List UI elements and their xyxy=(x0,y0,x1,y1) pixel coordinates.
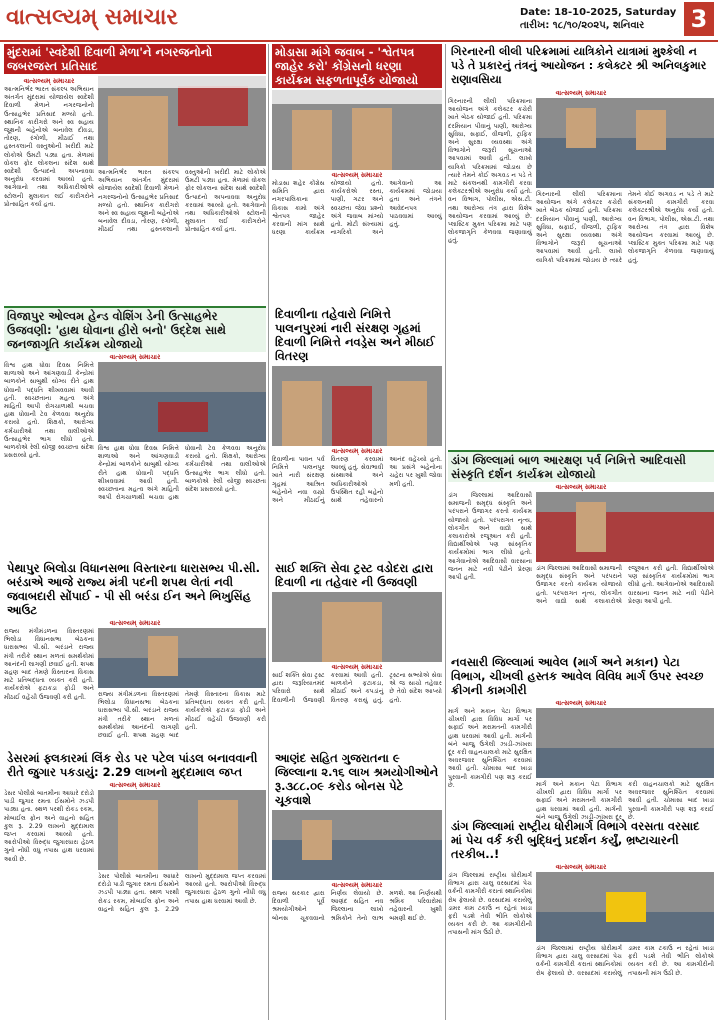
article-byline: વાત્સલ્યમ્ સમાચાર xyxy=(555,89,607,97)
article-body-continued: વિશ્વ હાથ ધોવા દિવસ નિમિત્તે શાળાઓ અને આંગણવાડી કેન્દ્રોમાં બાળકોને સાબુથી યોગ્ય રીતે હાથ ધોવાની પદ્ધતિ શીખવવામાં આવી હતી. સ્વચ્છતાના મહત્વ અંગે માહિતી આપી રોગચાળાથી બચવા હાથ ધોવાની ટેવ કેળવવા અનુરોધ કરાયો હતો. શિક્ષકો, આરોગ્ય કર્મચારીઓ તથા વાલીઓએ ઉત્સાહભેર ભાગ લીધો હતો. બાળકોએ રેલી યોજી સ્વચ્છતા સંદેશ પ્રસરાવ્યો હતો. xyxy=(98,445,266,502)
article-photo xyxy=(98,628,266,688)
article-body: ગિરનારની લીલી પરિક્રમાના આયોજન અંગે કલેક્ટર કચેરી ખાતે બેઠક યોજાઈ હતી. પરિક્રમા દરમિયાન પીવાનું પાણી, આરોગ્ય સુવિધા, સફાઈ, વીજળી, ટ્રાફિક અને સુરક્ષા વ્યવસ્થા અંગે વિભાગોને જરૂરી સૂચનાઓ આપવામાં આવી હતી. લાખો યાત્રિકો પરિક્રમામાં જોડાય છે ત્યારે તેમને કોઈ અગવડ ન પડે તે માટે સંકલનથી કામગીરી કરવા કલેક્ટરશ્રીએ અનુરોધ કર્યો હતો. વન વિભાગ, પોલીસ, એસ.ટી. તથા આરોગ્ય તંત્ર દ્વારા વિશેષ આયોજન કરવામાં આવ્યું છે. પ્લાસ્ટિક મુક્ત પરિક્રમા માટે પણ લોકજાગૃતિ કેળવવા જણાવાયું હતું. xyxy=(448,98,532,245)
article-anand-bonus xyxy=(272,750,442,1020)
issue-date xyxy=(520,6,676,32)
article-headline: પેથાપુર બિલોડા વિધાનસભા વિસ્તારના ધારાસભ્ય પી.સી. બરંડાએ આજે રાજ્ય મંત્રી પદની શપથ લેતાં નવી જવાબદારી સોંપાઈ - પી સી બરંડા ઈન અને ભિખુસિંહ આઉટ xyxy=(7,561,261,617)
article-modasa xyxy=(272,44,442,302)
article-headline: સાઈ શક્તિ સેવા ટ્રસ્ટ વડોદરા દ્વારા દિવાળી ના તહેવાર ની ઉજવણી xyxy=(275,561,434,589)
article-byline: વાત્સલ્યમ્ સમાચાર xyxy=(331,663,383,671)
article-byline: વાત્સલ્યમ્ સમાચાર xyxy=(109,619,161,627)
article-photo xyxy=(536,708,714,778)
article-body-continued: ડાંગ જિલ્લામાં આદિવાસી સમાજની સમૃદ્ધ સંસ્કૃતિ અને પરંપરાને ઉજાગર કરતો કાર્યક્રમ યોજાયો હતો. પરંપરાગત નૃત્ય, લોકગીત અને વાદ્યો સાથે કલાકારોએ રજૂઆત કરી હતી. વિદ્યાર્થીઓએ પણ સાંસ્કૃતિક કાર્યક્રમોમાં ભાગ લીધો હતો. આગેવાનોએ આદિવાસી વારસાના જતન માટે નવી પેઢીને પ્રેરણા આપી હતી. xyxy=(536,565,714,605)
article-photo xyxy=(272,810,442,880)
article-body-continued: ડેસર પોલીસે બાતમીના આધારે દરોડો પાડી જુગાર રમતા ઈસમોને ઝડપી પાડ્યા હતા. સ્થળ પરથી રોકડ રકમ, મોબાઈલ ફોન અને વાહનો સહિત કુલ રૂ. 2.29 લાખનો મુદ્દામાલ જપ્ત કરવામાં આવ્યો હતો. આરોપીઓ વિરુદ્ધ જુગારધારા હેઠળ ગુનો નોંધી વધુ તપાસ હાથ ધરવામાં આવી છે. xyxy=(98,873,266,913)
article-mundra xyxy=(4,44,266,302)
article-byline: વાત્સલ્યમ્ સમાચાર xyxy=(331,447,383,455)
article-byline: વાત્સલ્યમ્ સમાચાર xyxy=(331,171,383,179)
article-photo xyxy=(536,872,714,942)
article-navsari xyxy=(448,654,714,821)
article-palanpur xyxy=(272,306,442,556)
article-dang-highway xyxy=(448,818,714,1020)
page-number: 3 xyxy=(684,2,714,36)
article-headline: ગિરનારની લીલી પરિક્રમામાં યાત્રિકોને યાત્રામાં મુશ્કેલી ન પડે તે પ્રકારનું તંત્રનું આયોજન : કલેક્ટર શ્રી અનિલકુમાર રાણાવસિયા xyxy=(451,45,707,86)
article-sai-shakti xyxy=(272,560,442,746)
article-byline: વાત્સલ્યમ્ સમાચાર xyxy=(109,353,161,361)
article-photo xyxy=(98,76,266,166)
article-headline: ડાંગ જિલ્લામાં બાળ આરક્ષણ પર્વ નિમિત્તે આદિવાસી સંસ્કૃતિ દર્શન કાર્યક્રમ યોજાયો xyxy=(448,450,714,482)
issue-date-english: Date: 18-10-2025, Saturday xyxy=(520,7,677,18)
article-dang-culture xyxy=(448,450,714,650)
article-photo xyxy=(536,492,714,562)
article-body: દિવાળીના પાવન પર્વ નિમિત્તે પાલનપુર ખાતે નારી સંરક્ષણ ગૃહમાં આશ્રિત બહેનોને નવા વસ્ત્રો અને મીઠાઈનું વિતરણ કરવામાં આવ્યું હતું. સેવાભાવી સંસ્થાઓ અને અધિકારીઓએ ઉપસ્થિત રહી બહેનો સાથે તહેવારનો આનંદ વહેંચ્યો હતો. આ પ્રસંગે બહેનોના ચહેરા પર ખુશી જોવા મળી હતી. xyxy=(272,456,442,505)
article-byline: વાત્સલ્યમ્ સમાચાર xyxy=(109,781,161,789)
article-body-continued: ગિરનારની લીલી પરિક્રમાના આયોજન અંગે કલેક્ટર કચેરી ખાતે બેઠક યોજાઈ હતી. પરિક્રમા દરમિયાન પીવાનું પાણી, આરોગ્ય સુવિધા, સફાઈ, વીજળી, ટ્રાફિક અને સુરક્ષા વ્યવસ્થા અંગે વિભાગોને જરૂરી સૂચનાઓ આપવામાં આવી હતી. લાખો યાત્રિકો પરિક્રમામાં જોડાય છે ત્યારે તેમને કોઈ અગવડ ન પડે તે માટે સંકલનથી કામગીરી કરવા કલેક્ટરશ્રીએ અનુરોધ કર્યો હતો. વન વિભાગ, પોલીસ, એસ.ટી. તથા આરોગ્ય તંત્ર દ્વારા વિશેષ આયોજન કરવામાં આવ્યું છે. પ્લાસ્ટિક મુક્ત પરિક્રમા માટે પણ લોકજાગૃતિ કેળવવા જણાવાયું હતું. xyxy=(536,191,714,264)
article-byline: વાત્સલ્યમ્ સમાચાર xyxy=(23,77,75,85)
article-headline: દિવાળીના તહેવારો નિમિત્તે પાલનપુરમાં નારી સંરક્ષણ ગૃહમાં દિવાળી નિમિત્તે નવડ્રેસ અને મીઠાઈ વિતરણ xyxy=(275,307,435,363)
article-photo xyxy=(98,790,266,870)
article-byline: વાત્સલ્યમ્ સમાચાર xyxy=(555,483,607,491)
newspaper-title: વાત્સલ્યમ્ સમાચાર xyxy=(6,4,178,30)
article-byline: વાત્સલ્યમ્ સમાચાર xyxy=(555,699,607,707)
article-body: સાઈ શક્તિ સેવા ટ્રસ્ટ દ્વારા જરૂરિયાતમંદ પરિવારો સાથે દિવાળીની ઉજવણી કરવામાં આવી હતી. બાળકોને ફટાકડા, મીઠાઈ અને કપડાંનું વિતરણ કરાયું હતું. ટ્રસ્ટના સભ્યોએ સેવા એ જ સાચો તહેવાર છે તેવો સંદેશ આપ્યો હતો. xyxy=(272,672,442,704)
article-headline: વિજાપુર ઓલ્વમ હેન્ડ વોશિંગ ડેની ઉત્સાહભેર ઉજવણી: 'હાથ ધોવાના હીરો બનો' ઉદ્દેશ સાથે જનજાગૃતિ કાર્યક્રમ યોજાયો xyxy=(4,306,266,352)
article-body-continued: ડાંગ જિલ્લામાં રાષ્ટ્રીય ધોરીમાર્ગ વિભાગ દ્વારા ચાલુ વરસાદમાં પેચ વર્કની કામગીરી કરાતાં સ્થાનિકોમાં રોષ ફેલાયો છે. વરસાદમાં કરાયેલું ડામર કામ ટકાઉ ન રહેતાં ખાડા ફરી પડશે તેવી ભીતિ લોકોએ વ્યક્ત કરી છે. આ કામગીરીની તપાસની માંગ ઉઠી છે. xyxy=(536,945,714,977)
article-byline: વાત્સલ્યમ્ સમાચાર xyxy=(555,863,607,871)
article-body: મોડાસા શહેર કોંગ્રેસ સમિતિ દ્વારા નગરપાલિકાના વિકાસ કામો અંગે શ્વેતપત્ર જાહેર કરવાની માંગ સાથે ધરણા કાર્યક્રમ યોજાયો હતો. કાર્યકરોએ રસ્તા, પાણી, ગટર અને સ્વચ્છતા જેવા પ્રશ્નો અંગે જવાબ માંગ્યો હતો. મોટી સંખ્યામાં નાગરિકો અને આગેવાનો આ કાર્યક્રમમાં જોડાયા હતા અને તંત્રને આવેદનપત્ર પાઠવવામાં આવ્યું હતું. xyxy=(272,180,442,237)
article-headline: મુંદરામાં 'સ્વદેશી દિવાળી મેળા'ને નગરજનોનો જબરજસ્ત પ્રતિસાદ xyxy=(4,44,266,74)
masthead xyxy=(0,0,718,42)
article-body: માર્ગ અને મકાન પેટા વિભાગ ચીખલી દ્વારા વિવિધ માર્ગો પર સફાઈ અને મરામતની કામગીરી હાથ ધરવામાં આવી હતી. માર્ગની બંને બાજુ ઉગેલી ઝાડી-ઝાંખરા દૂર કરી વાહનચાલકો માટે સુરક્ષિત અવરજવર સુનિશ્ચિત કરવામાં આવી હતી. ચોમાસા બાદ ખાડા પુરવાની કામગીરી પણ શરૂ કરાઈ છે. xyxy=(448,708,532,789)
article-byline: વાત્સલ્યમ્ સમાચાર xyxy=(331,881,383,889)
article-body-continued: માર્ગ અને મકાન પેટા વિભાગ ચીખલી દ્વારા વિવિધ માર્ગો પર સફાઈ અને મરામતની કામગીરી હાથ ધરવામાં આવી હતી. માર્ગની બંને બાજુ ઉગેલી ઝાડી-ઝાંખરા દૂર કરી વાહનચાલકો માટે સુરક્ષિત અવરજવર સુનિશ્ચિત કરવામાં આવી હતી. ચોમાસા બાદ ખાડા પુરવાની કામગીરી પણ શરૂ કરાઈ છે. xyxy=(536,781,714,821)
article-body-continued: આત્મનિર્ભર ભારત સંકલ્પ અભિયાન અંતર્ગત મુંદરામાં યોજાયેલ સ્વદેશી દિવાળી મેળાને નગરજનોનો ઉત્સાહભેર પ્રતિસાદ મળ્યો હતો. સ્થાનિક કારીગરો અને સ્વ સહાય જૂથની બહેનોએ બનાવેલ દીવડા, તોરણ, રંગોળી, મીઠાઈ તથા હસ્તકલાની વસ્તુઓની ખરીદી માટે લોકોએ ઉમટી પડ્યા હતા. મેળામાં વોકલ ફોર લોકલના સંદેશ સાથે સ્વદેશી ઉત્પાદનો અપનાવવા અનુરોધ કરવામાં આવ્યો હતો. આગેવાનો તથા અધિકારીઓએ સ્ટોલની મુલાકાત લઈ કારીગરોને પ્રોત્સાહિત કર્યા હતા. xyxy=(98,169,266,234)
article-headline: આણંદ સહિત ગુજરાતના ૯ જિલ્લાના ૨.૧૬ લાખ શ્રમયોગીઓને રૂ.૩૮૮.૦૯ કરોડ બોનસ પેટે ચૂકવાશે xyxy=(275,751,439,807)
article-vijapur xyxy=(4,306,266,556)
article-body: ડાંગ જિલ્લામાં આદિવાસી સમાજની સમૃદ્ધ સંસ્કૃતિ અને પરંપરાને ઉજાગર કરતો કાર્યક્રમ યોજાયો હતો. પરંપરાગત નૃત્ય, લોકગીત અને વાદ્યો સાથે કલાકારોએ રજૂઆત કરી હતી. વિદ્યાર્થીઓએ પણ સાંસ્કૃતિક કાર્યક્રમોમાં ભાગ લીધો હતો. આગેવાનોએ આદિવાસી વારસાના જતન માટે નવી પેઢીને પ્રેરણા આપી હતી. xyxy=(448,492,532,582)
article-body-continued: રાજ્ય મંત્રીમંડળના વિસ્તરણમાં ભિલોડા વિધાનસભા બેઠકના ધારાસભ્ય પી.સી. બરંડાને રાજ્ય મંત્રી તરીકે સ્થાન મળતાં સમર્થકોમાં આનંદની લાગણી છવાઈ હતી. શપથ ગ્રહણ બાદ તેમણે વિસ્તારના વિકાસ માટે પ્રતિબદ્ધતા વ્યક્ત કરી હતી. કાર્યકરોએ ફટાકડા ફોડી અને મીઠાઈ વહેંચી ઉજવણી કરી હતી. xyxy=(98,691,266,740)
article-body: રાજ્ય મંત્રીમંડળના વિસ્તરણમાં ભિલોડા વિધાનસભા બેઠકના ધારાસભ્ય પી.સી. બરંડાને રાજ્ય મંત્રી તરીકે સ્થાન મળતાં સમર્થકોમાં આનંદની લાગણી છવાઈ હતી. શપથ ગ્રહણ બાદ તેમણે વિસ્તારના વિકાસ માટે પ્રતિબદ્ધતા વ્યક્ત કરી હતી. કાર્યકરોએ ફટાકડા ફોડી અને મીઠાઈ વહેંચી ઉજવણી કરી હતી. xyxy=(4,628,94,701)
article-body: વિશ્વ હાથ ધોવા દિવસ નિમિત્તે શાળાઓ અને આંગણવાડી કેન્દ્રોમાં બાળકોને સાબુથી યોગ્ય રીતે હાથ ધોવાની પદ્ધતિ શીખવવામાં આવી હતી. સ્વચ્છતાના મહત્વ અંગે માહિતી આપી રોગચાળાથી બચવા હાથ ધોવાની ટેવ કેળવવા અનુરોધ કરાયો હતો. શિક્ષકો, આરોગ્ય કર્મચારીઓ તથા વાલીઓએ ઉત્સાહભેર ભાગ લીધો હતો. બાળકોએ રેલી યોજી સ્વચ્છતા સંદેશ પ્રસરાવ્યો હતો. xyxy=(4,362,94,460)
article-body: ડેસર પોલીસે બાતમીના આધારે દરોડો પાડી જુગાર રમતા ઈસમોને ઝડપી પાડ્યા હતા. સ્થળ પરથી રોકડ રકમ, મોબાઈલ ફોન અને વાહનો સહિત કુલ રૂ. 2.29 લાખનો મુદ્દામાલ જપ્ત કરવામાં આવ્યો હતો. આરોપીઓ વિરુદ્ધ જુગારધારા હેઠળ ગુનો નોંધી વધુ તપાસ હાથ ધરવામાં આવી છે. xyxy=(4,790,94,863)
article-photo xyxy=(98,362,266,442)
article-headline: ડાંગ જિલ્લામાં રાષ્ટ્રીય ધોરીમાર્ગ વિભાગે વરસતા વરસાદ માં પેચ વર્ક કરી બુદ્ધિનું પ્રદર્શન કર્યું, ભ્રષ્ટાચારની તરકીબ..! xyxy=(451,819,700,861)
article-body: ડાંગ જિલ્લામાં રાષ્ટ્રીય ધોરીમાર્ગ વિભાગ દ્વારા ચાલુ વરસાદમાં પેચ વર્કની કામગીરી કરાતાં સ્થાનિકોમાં રોષ ફેલાયો છે. વરસાદમાં કરાયેલું ડામર કામ ટકાઉ ન રહેતાં ખાડા ફરી પડશે તેવી ભીતિ લોકોએ વ્યક્ત કરી છે. આ કામગીરીની તપાસની માંગ ઉઠી છે. xyxy=(448,872,532,937)
article-body: રાજ્ય સરકાર દ્વારા દિવાળી પૂર્વે શ્રમયોગીઓને બોનસ ચૂકવવાનો નિર્ણય લેવાયો છે. આણંદ સહિત નવ જિલ્લાના લાખો શ્રમિકોને તેનો લાભ મળશે. આ નિર્ણયથી શ્રમિક પરિવારોમાં તહેવારની ખુશી બમણી થઈ છે. xyxy=(272,890,442,922)
article-photo xyxy=(536,98,714,188)
article-girnar xyxy=(448,44,714,446)
article-headline: નવસારી જિલ્લામાં આવેલ (માર્ગ અને મકાન) પેટા વિભાગ, ચીખલી હસ્તક આવેલ વિવિધ માર્ગ ઉપર સ્વચ્છ ક્રીગની કામગીરી xyxy=(451,655,704,697)
article-body: આત્મનિર્ભર ભારત સંકલ્પ અભિયાન અંતર્ગત મુંદરામાં યોજાયેલ સ્વદેશી દિવાળી મેળાને નગરજનોનો ઉત્સાહભેર પ્રતિસાદ મળ્યો હતો. સ્થાનિક કારીગરો અને સ્વ સહાય જૂથની બહેનોએ બનાવેલ દીવડા, તોરણ, રંગોળી, મીઠાઈ તથા હસ્તકલાની વસ્તુઓની ખરીદી માટે લોકોએ ઉમટી પડ્યા હતા. મેળામાં વોકલ ફોર લોકલના સંદેશ સાથે સ્વદેશી ઉત્પાદનો અપનાવવા અનુરોધ કરવામાં આવ્યો હતો. આગેવાનો તથા અધિકારીઓએ સ્ટોલની મુલાકાત લઈ કારીગરોને પ્રોત્સાહિત કર્યા હતા. xyxy=(4,86,94,208)
issue-date-gujarati: તારીખ: ૧૮/૧૦/૨૦૨૫, શનિવાર xyxy=(520,20,645,31)
article-desar xyxy=(4,750,266,1020)
article-photo xyxy=(272,366,442,446)
article-photo xyxy=(272,90,442,170)
article-photo xyxy=(272,592,442,662)
column-rule xyxy=(445,44,446,1020)
article-headline: ડેસરમાં ફ્લકારમાં લિંક રોડ પર પટેલ પાંડલ બનાવવાની રીતે જુગાર પકડાયું: 2.29 લાખનો મુદ્દામાલ જપ્ત xyxy=(7,751,258,779)
article-headline: મોડાસા માંગે જવાબ - 'શ્વેતપત્ર જાહેર કરો' કોંગ્રેસનો ધરણા કાર્યક્રમ સફળતાપૂર્વક યોજાયો xyxy=(272,44,442,88)
column-rule xyxy=(268,44,269,1020)
article-bhiloda xyxy=(4,560,266,746)
